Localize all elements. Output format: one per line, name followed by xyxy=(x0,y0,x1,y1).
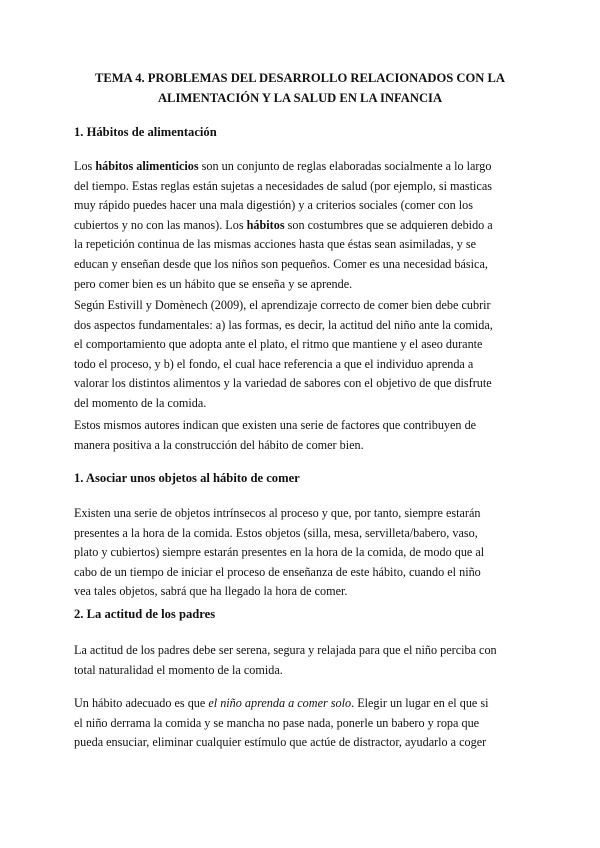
text-run: Un hábito adecuado es que xyxy=(74,696,209,710)
paragraph-actitud xyxy=(74,641,534,680)
text-line: pero comer bien es un hábito que se enseña y se aprende. xyxy=(74,276,353,291)
bold-term: hábitos xyxy=(246,217,285,232)
text-line: presentes a la hora de la comida. Estos objetos (silla, mesa, servilleta/babero, vaso, xyxy=(74,525,478,540)
text-line: Según Estivill y Domènech (2009), el aprendizaje correcto de comer bien debe cubrir xyxy=(74,298,491,312)
paragraph-habito-adecuado xyxy=(74,694,534,753)
text-run: cubiertos y no con las manos). Los xyxy=(74,217,247,232)
text-line: el comportamiento que adopta ante el plato, el ritmo que mantiene y el aseo durante xyxy=(74,337,483,352)
text-line: cabo de un tiempo de iniciar el proceso de enseñanza de este hábito, cuando el niño xyxy=(74,564,481,579)
text-line: del tiempo. Estas reglas están sujetas a necesidades de salud (por ejemplo, si masticas xyxy=(74,178,492,193)
text-line: dos aspectos fundamentales: a) las formas, es decir, la actitud del niño ante la comida, xyxy=(74,317,493,332)
text-line xyxy=(74,216,534,236)
text-line: plato y cubiertos) siempre estarán presentes en la hora de la comida, de modo que al xyxy=(74,545,485,560)
section-heading-habitos: 1. Hábitos de alimentación xyxy=(74,125,217,139)
text-run: son costumbres que se adquieren debido a xyxy=(284,217,493,232)
text-line: del momento de la comida. xyxy=(74,395,207,410)
title-line: ALIMENTACIÓN Y LA SALUD EN LA INFANCIA xyxy=(157,91,443,105)
document-title xyxy=(70,68,530,108)
section-heading-asociar-objetos: 1. Asociar unos objetos al hábito de comer xyxy=(74,471,300,485)
text-run: . Elegir un lugar en el que si xyxy=(351,696,489,710)
bold-term: hábitos alimenticios xyxy=(95,159,199,173)
paragraph-habitos-definition xyxy=(74,157,534,294)
paragraph-factores xyxy=(74,416,534,455)
text-line: valorar los distintos alimentos y la variedad de sabores con el objetivo de que disfrute xyxy=(74,376,492,391)
text-line xyxy=(74,157,534,177)
text-line: Existen una serie de objetos intrínsecos al proceso y que, por tanto, siempre estarán xyxy=(74,506,481,520)
italic-phrase: el niño aprenda a comer solo xyxy=(208,696,352,710)
text-run: Los xyxy=(74,159,96,173)
section-heading-actitud-padres: 2. La actitud de los padres xyxy=(74,607,216,621)
text-line: el niño derrama la comida y se mancha no pase nada, ponerle un babero y ropa que xyxy=(74,715,480,730)
text-run: son un conjunto de reglas elaboradas socialmente a lo largo xyxy=(198,159,492,173)
paragraph-objetos xyxy=(74,504,534,602)
text-line: manera positiva a la construcción del hábito de comer bien. xyxy=(74,437,364,452)
text-line: la repetición continua de las mismas acciones hasta que éstas sean asimiladas, y se xyxy=(74,237,477,252)
paragraph-estivill xyxy=(74,296,534,414)
text-line: Estos mismos autores indican que existen una serie de factores que contribuyen de xyxy=(74,418,477,432)
text-line: La actitud de los padres debe ser serena, segura y relajada para que el niño perciba con xyxy=(74,643,497,657)
text-line: todo el proceso, y b) el fondo, el cual hace referencia a que el individuo aprenda a xyxy=(74,356,474,371)
text-line xyxy=(74,694,534,714)
text-line: total naturalidad el momento de la comida. xyxy=(74,662,283,677)
text-line: muy rápido puedes hacer una mala digestión) y a criterios sociales (comer con los xyxy=(74,198,474,213)
text-line: educan y enseñan desde que los niños son pequeños. Comer es una necesidad básica, xyxy=(74,256,488,271)
text-line: vea tales objetos, sabrá que ha llegado la hora de comer. xyxy=(74,584,348,599)
title-line: TEMA 4. PROBLEMAS DEL DESARROLLO RELACIONADOS CON LA xyxy=(94,71,506,85)
text-line: pueda ensuciar, eliminar cualquier estímulo que actúe de distractor, ayudarlo a coger xyxy=(74,735,487,750)
